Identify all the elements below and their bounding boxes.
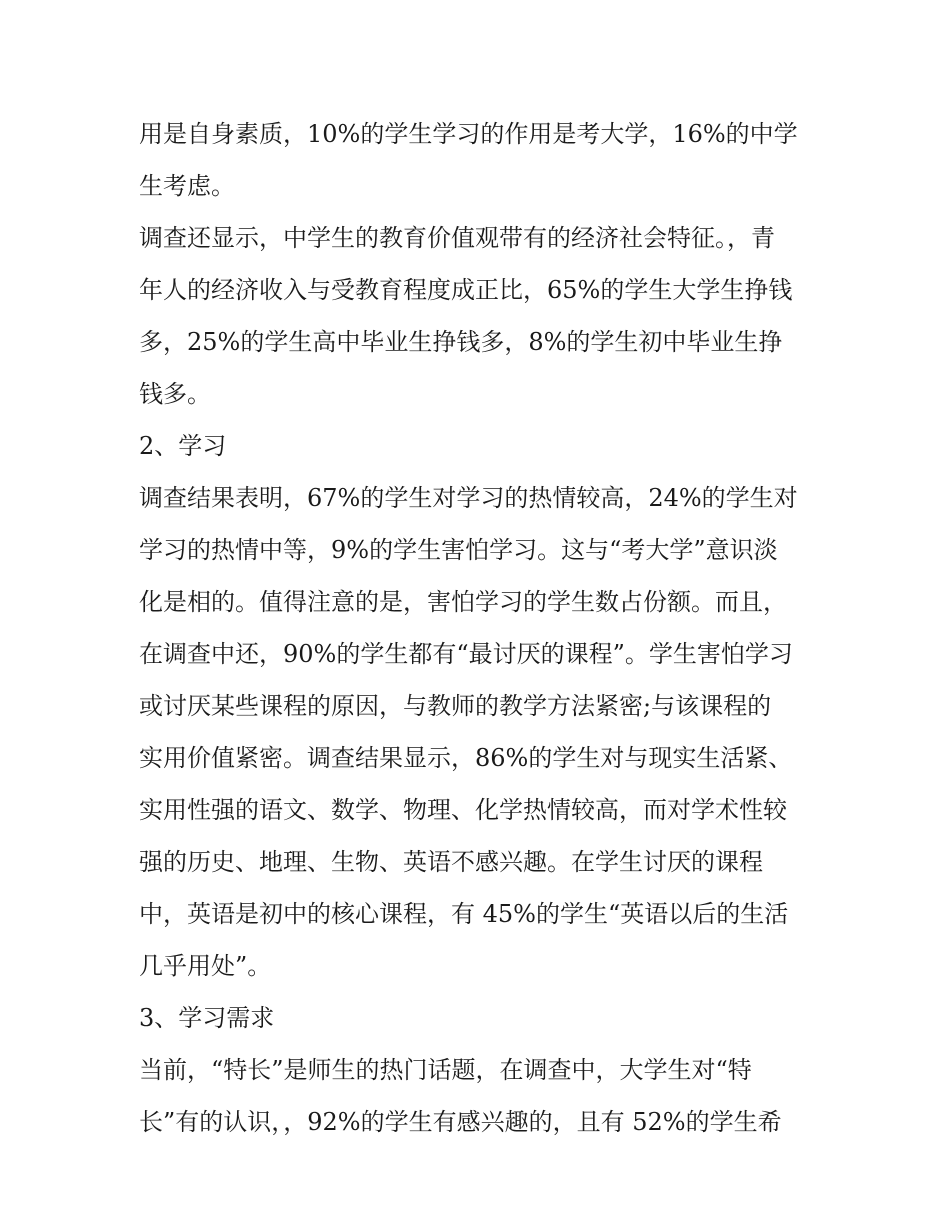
- text-line: 调查结果表明，67%的学生对学习的热情较高，24%的学生对: [139, 484, 798, 512]
- body-text: [139, 108, 819, 1148]
- text-line: 生考虑。: [139, 172, 235, 200]
- text-line: 化是相的。值得注意的是，害怕学习的学生数占份额。而且，: [139, 588, 787, 616]
- text-line: 中，英语是初中的核心课程，有 45%的学生“英语以后的生活: [139, 900, 789, 928]
- text-line: 多，25%的学生高中毕业生挣钱多，8%的学生初中毕业生挣: [139, 328, 783, 356]
- text-line: 几乎用处”。: [139, 952, 272, 980]
- section-heading-learning: 2、学习: [139, 432, 227, 460]
- text-line: 长”有的认识，，92%的学生有感兴趣的，且有 52%的学生希: [139, 1108, 782, 1136]
- text-line: 或讨厌某些课程的原因，与教师的教学方法紧密;与该课程的: [139, 692, 772, 720]
- text-line: 实用性强的语文、数学、物理、化学热情较高，而对学术性较: [139, 796, 787, 824]
- text-line: 当前，“特长”是师生的热门话题，在调查中，大学生对“特: [139, 1056, 752, 1084]
- text-line: 学习的热情中等，9%的学生害怕学习。这与“考大学”意识淡: [139, 536, 778, 564]
- text-line: 用是自身素质，10%的学生学习的作用是考大学，16%的中学: [139, 120, 798, 148]
- text-line: 钱多。: [139, 380, 211, 408]
- section-heading-learning-needs: 3、学习需求: [139, 1004, 275, 1032]
- text-line: 强的历史、地理、生物、英语不感兴趣。在学生讨厌的课程: [139, 848, 763, 876]
- text-line: 调查还显示，中学生的教育价值观带有的经济社会特征。，青: [139, 224, 775, 252]
- text-line: 实用价值紧密。调查结果显示，86%的学生对与现实生活紧、: [139, 744, 793, 772]
- text-line: 在调查中还，90%的学生都有“最讨厌的课程”。学生害怕学习: [139, 640, 793, 668]
- text-line: 年人的经济收入与受教育程度成正比，65%的学生大学生挣钱: [139, 276, 793, 304]
